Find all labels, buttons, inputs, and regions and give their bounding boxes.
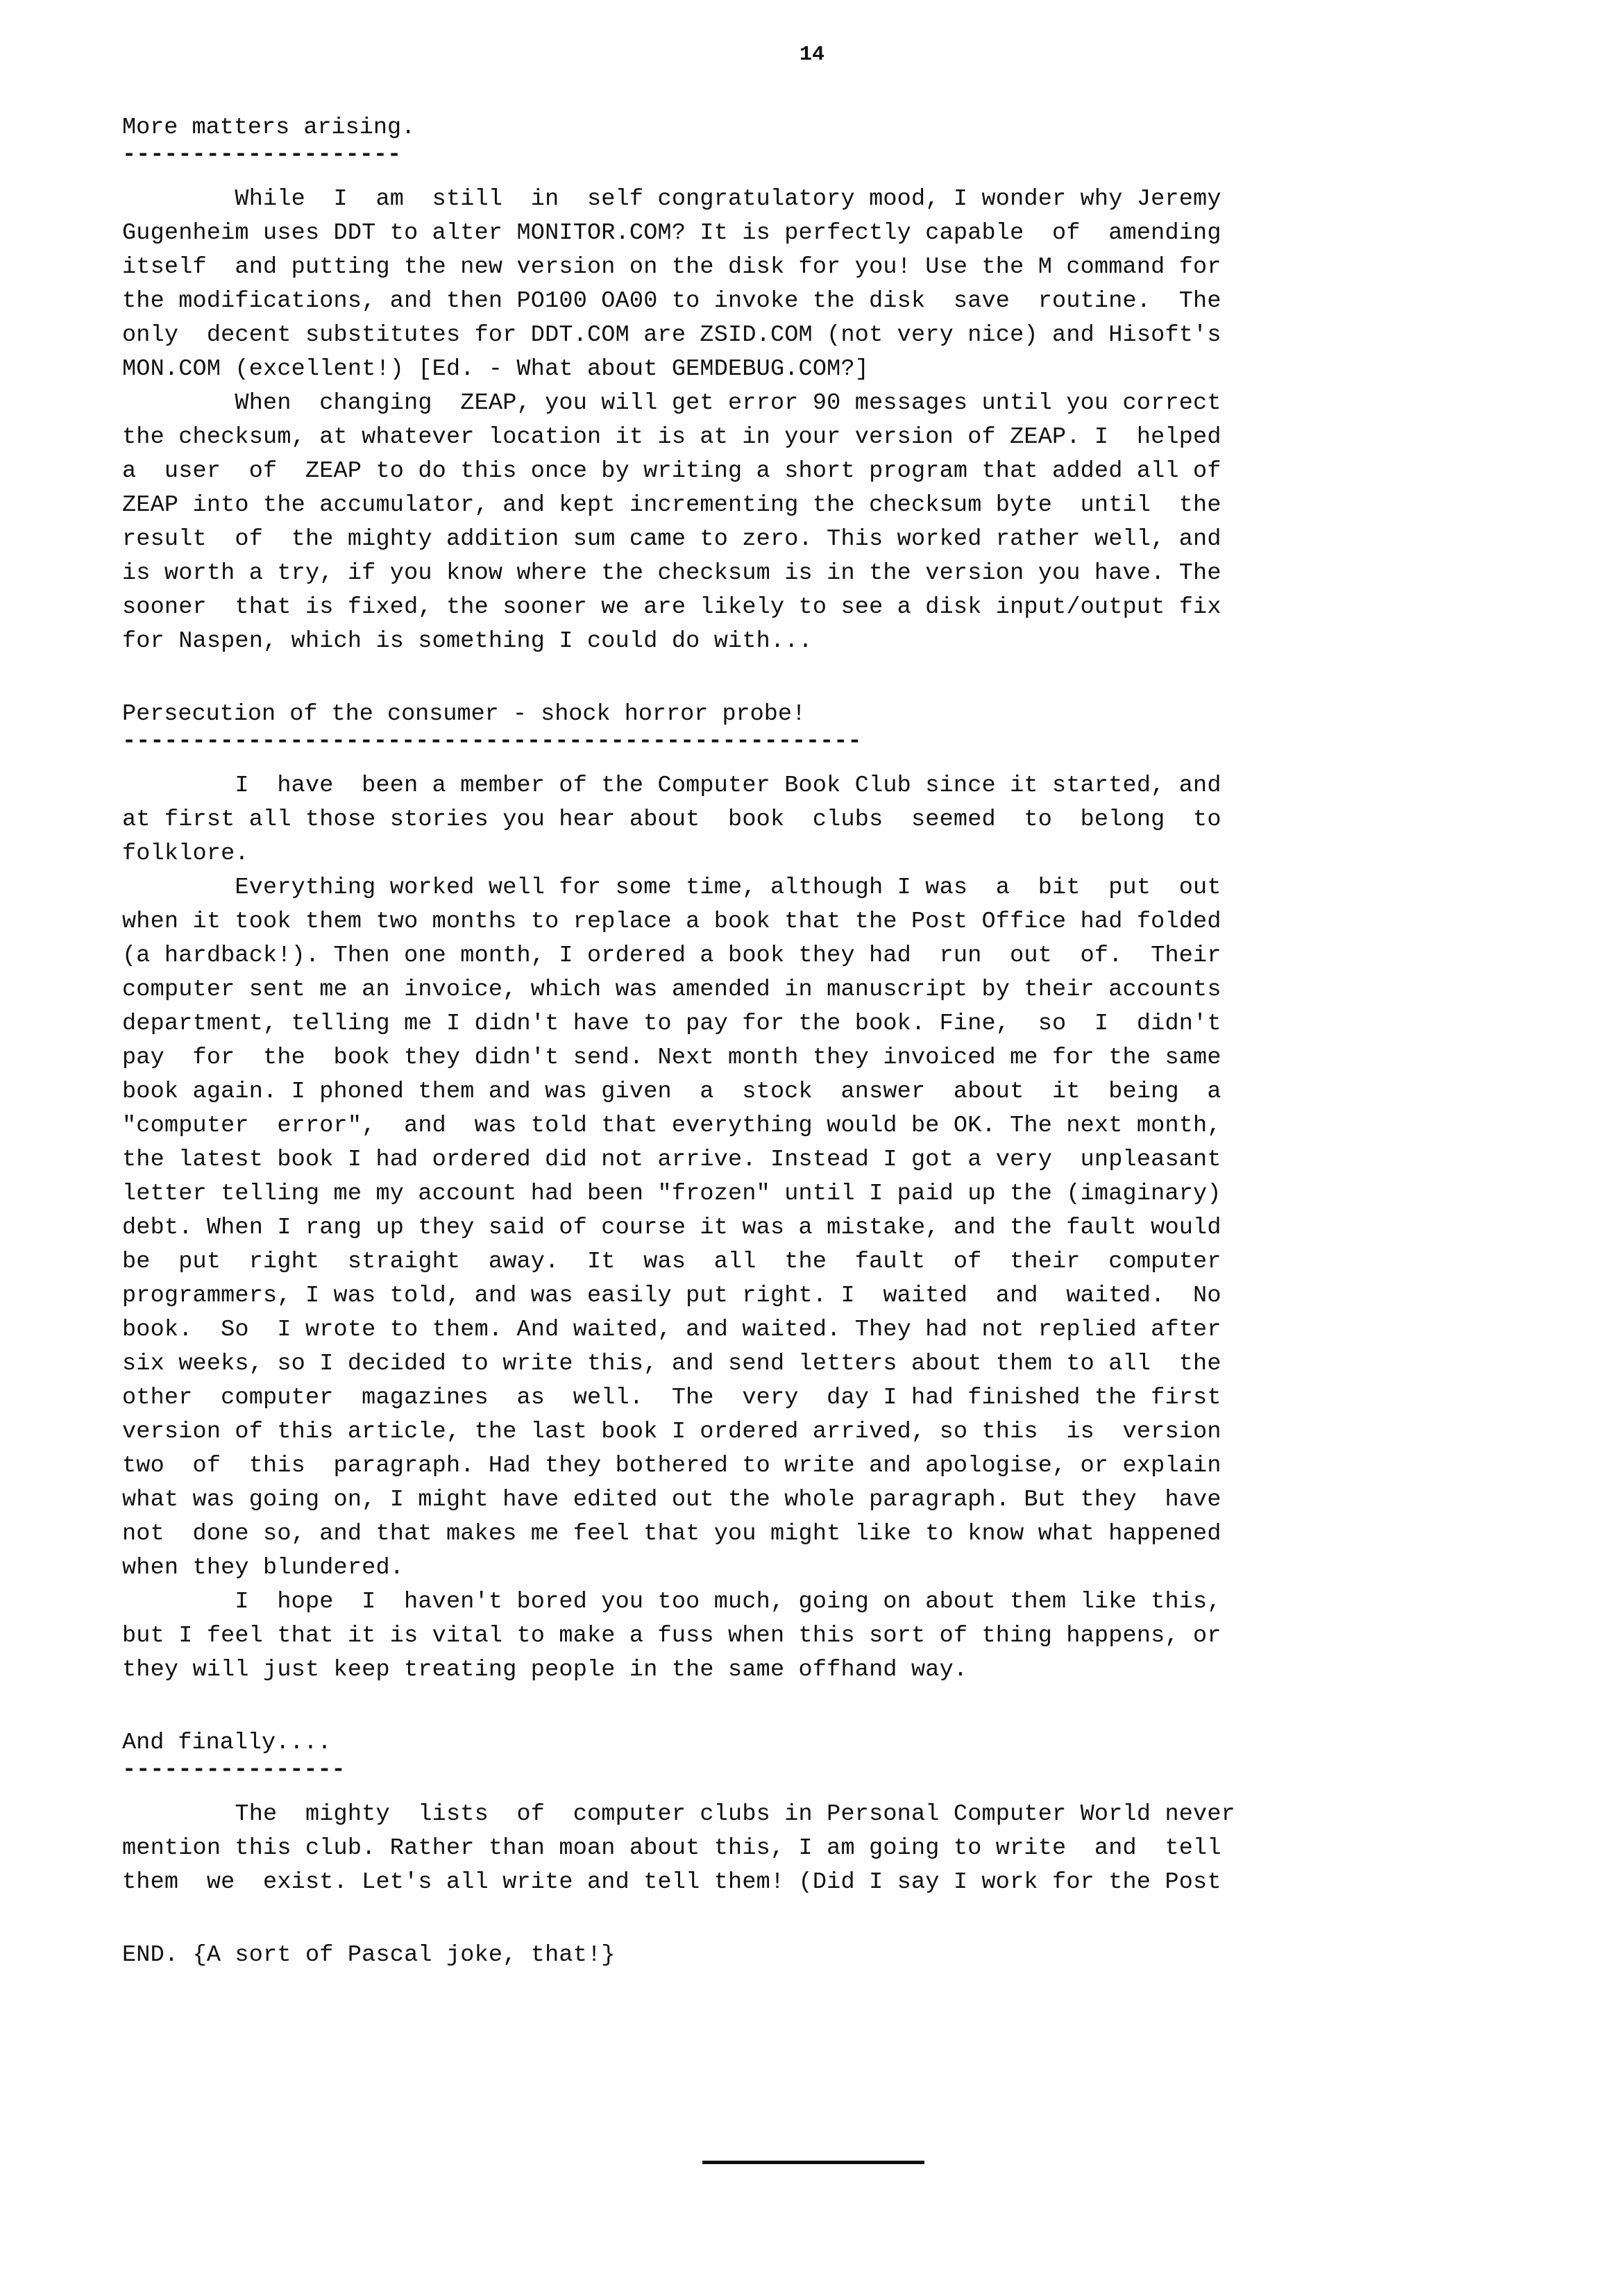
text-line: the checksum, at whatever location it is at in your version of ZEAP. I helped bbox=[122, 424, 1221, 450]
text-line: for Naspen, which is something I could do with... bbox=[122, 628, 813, 655]
text-line: "computer error", and was told that everything would be OK. The next month, bbox=[122, 1113, 1221, 1139]
text-line: but I feel that it is vital to make a fuss when this sort of thing happens, or bbox=[122, 1623, 1221, 1649]
text-line: letter telling me my account had been "frozen" until I paid up the (imaginary) bbox=[122, 1181, 1221, 1207]
paragraph bbox=[122, 769, 1505, 871]
text-line: (a hardback!). Then one month, I ordered a book they had run out of. Their bbox=[122, 943, 1221, 969]
section-heading: More matters arising. bbox=[122, 115, 416, 141]
text-line: at first all those stories you hear about book clubs seemed to belong to bbox=[122, 807, 1221, 833]
text-line: mention this club. Rather than moan about this, I am going to write and tell bbox=[122, 1835, 1221, 1862]
text-line: not done so, and that makes me feel that you might like to know what happened bbox=[122, 1521, 1221, 1547]
paragraph bbox=[122, 387, 1505, 659]
section-heading: And finally.... bbox=[122, 1730, 332, 1756]
text-line: pay for the book they didn't send. Next month they invoiced me for the same bbox=[122, 1045, 1221, 1071]
text-line: six weeks, so I decided to write this, and send letters about them to all the bbox=[122, 1351, 1221, 1377]
text-line: two of this paragraph. Had they bothered to write and apologise, or explain bbox=[122, 1453, 1221, 1479]
text-line: While I am still in self congratulatory mood, I wonder why Jeremy bbox=[122, 186, 1221, 212]
text-line: I have been a member of the Computer Book Club since it started, and bbox=[122, 773, 1221, 799]
text-line: when it took them two months to replace a book that the Post Office had folded bbox=[122, 909, 1221, 935]
text-line: book. So I wrote to them. And waited, and waited. They had not replied after bbox=[122, 1317, 1221, 1343]
text-line: book again. I phoned them and was given a stock answer about it being a bbox=[122, 1079, 1221, 1105]
text-line: other computer magazines as well. The very day I had finished the first bbox=[122, 1385, 1221, 1411]
page-number: 14 bbox=[799, 43, 824, 67]
text-line: computer sent me an invoice, which was amended in manuscript by their accounts bbox=[122, 977, 1221, 1003]
document-body bbox=[122, 111, 1505, 1973]
section-more-matters-arising bbox=[122, 111, 1505, 659]
text-line: ZEAP into the accumulator, and kept incrementing the checksum byte until the bbox=[122, 492, 1221, 518]
text-line: a user of ZEAP to do this once by writing a short program that added all of bbox=[122, 458, 1221, 484]
section-and-finally bbox=[122, 1726, 1505, 1900]
text-line: Gugenheim uses DDT to alter MONITOR.COM? It is perfectly capable of amending bbox=[122, 220, 1221, 246]
paragraph bbox=[122, 1585, 1505, 1687]
paragraph bbox=[122, 1798, 1505, 1900]
text-line: they will just keep treating people in the same offhand way. bbox=[122, 1657, 968, 1683]
text-line: programmers, I was told, and was easily put right. I waited and waited. No bbox=[122, 1283, 1221, 1309]
text-line: The mighty lists of computer clubs in Personal Computer World never bbox=[122, 1801, 1235, 1827]
paragraph bbox=[122, 871, 1505, 1585]
text-line: sooner that is fixed, the sooner we are likely to see a disk input/output fix bbox=[122, 594, 1221, 621]
text-line: MON.COM (excellent!) [Ed. - What about GEMDEBUG.COM?] bbox=[122, 356, 870, 382]
section-heading-rule: ---------------- bbox=[122, 1757, 346, 1783]
text-line: I hope I haven't bored you too much, going on about them like this, bbox=[122, 1589, 1221, 1615]
text-line: the latest book I had ordered did not arrive. Instead I got a very unpleasant bbox=[122, 1147, 1221, 1173]
text-line: when they blundered. bbox=[122, 1555, 405, 1581]
section-heading-rule: -------------------- bbox=[122, 142, 402, 168]
end-note: END. {A sort of Pascal joke, that!} bbox=[122, 1942, 616, 1968]
section-persecution-of-the-consumer bbox=[122, 698, 1505, 1687]
text-line: itself and putting the new version on the disk for you! Use the M command for bbox=[122, 254, 1221, 280]
text-line: folklore. bbox=[122, 841, 249, 867]
text-line: what was going on, I might have edited out the whole paragraph. But they have bbox=[122, 1487, 1221, 1513]
text-line: them we exist. Let's all write and tell them! (Did I say I work for the Post bbox=[122, 1869, 1221, 1896]
text-line: department, telling me I didn't have to pay for the book. Fine, so I didn't bbox=[122, 1011, 1221, 1037]
text-line: be put right straight away. It was all the fault of their computer bbox=[122, 1249, 1221, 1275]
paragraph bbox=[122, 183, 1505, 387]
section-heading-rule: ----------------------------------------------------- bbox=[122, 728, 862, 754]
text-line: only decent substitutes for DDT.COM are ZSID.COM (not very nice) and Hisoft's bbox=[122, 322, 1221, 348]
text-line: debt. When I rang up they said of course it was a mistake, and the fault would bbox=[122, 1215, 1221, 1241]
text-line: When changing ZEAP, you will get error 90 messages until you correct bbox=[122, 390, 1221, 416]
section-heading: Persecution of the consumer - shock horror probe! bbox=[122, 701, 806, 727]
text-line: is worth a try, if you know where the checksum is in the version you have. The bbox=[122, 560, 1221, 586]
footer-divider bbox=[702, 2161, 924, 2164]
text-line: the modifications, and then PO100 OA00 to invoke the disk save routine. The bbox=[122, 288, 1221, 314]
text-line: Everything worked well for some time, although I was a bit put out bbox=[122, 875, 1221, 901]
text-line: version of this article, the last book I ordered arrived, so this is version bbox=[122, 1419, 1221, 1445]
text-line: result of the mighty addition sum came to zero. This worked rather well, and bbox=[122, 526, 1221, 552]
